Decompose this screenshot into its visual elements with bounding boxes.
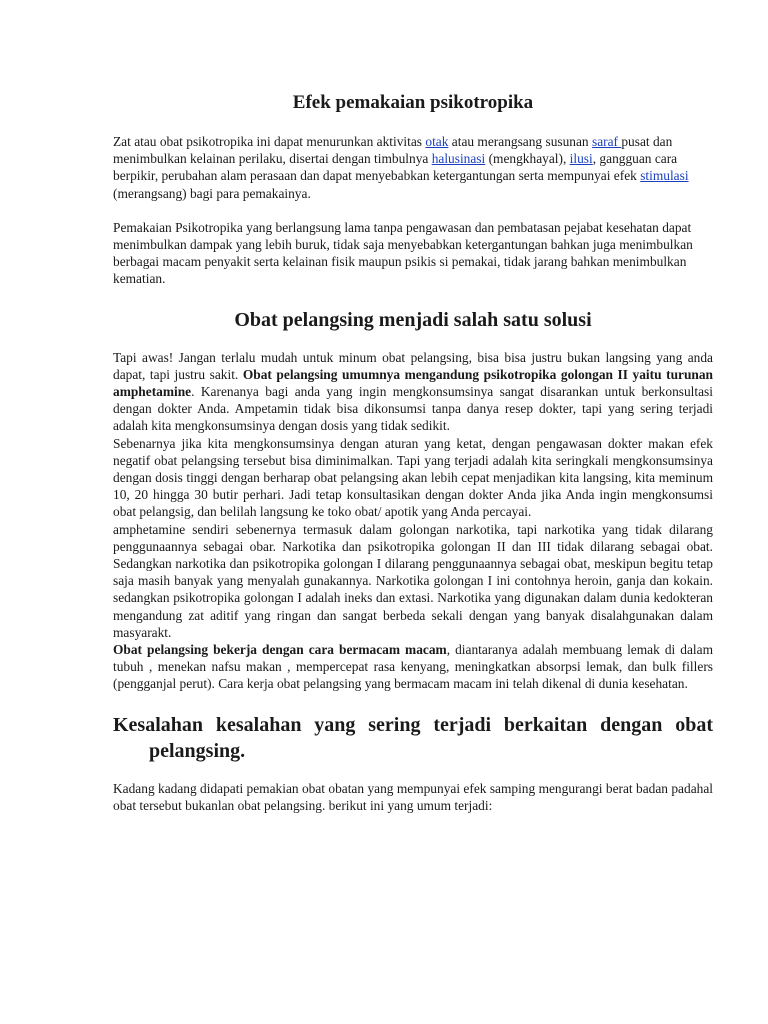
- intro-paragraph: [113, 133, 713, 202]
- paragraph-gap: [113, 202, 713, 219]
- intro-text-1: Zat atau obat psikotropika ini dapat menurunkan aktivitas: [113, 134, 426, 149]
- link-stimulasi[interactable]: stimulasi: [640, 168, 689, 184]
- intro-text-3: pusat dan menimbulkan kelainan perilaku, disertai dengan timbulnya: [113, 134, 673, 167]
- intro-text-6: (merangsang) bagi para pemakainya.: [113, 185, 311, 201]
- s2p1-text-1: Tapi awas! Jangan terlalu mudah untuk minum obat pelangsing, bisa bisa justru bukan langsing yang anda dapat, tapi justru sakit.: [113, 349, 713, 382]
- intro-text-5: , gangguan cara berpikir, perubahan alam perasaan dan dapat menyebabkan ketergantungan serta mempunyai efek: [113, 151, 678, 184]
- link-ilusi[interactable]: ilusi: [569, 151, 593, 167]
- document-page: [113, 90, 713, 814]
- paragraph-cara-kerja: [113, 641, 713, 693]
- intro-text-4: (mengkhayal),: [485, 151, 570, 167]
- paragraph-effects-long-term: Pemakaian Psikotropika yang berlangsung lama tanpa pengawasan dan pembatasan pejabat kesehatan dapat menimbulkan dampak yang lebih buruk, tidak saja menyebabkan ketergantungan bahkan juga menimbulkan berbagai macam penyakit serta kelainan fisik maupun psikis si pemakai, tidak jarang bahkan menimbulkan kematian.: [113, 219, 693, 287]
- s2p4-text: , diantaranya adalah membuang lemak di dalam tubuh , menekan nafsu makan , mempercepat rasa kenyang, meningkatkan absorpsi lemak, dan bulk fillers (pengganjal perut). Cara kerja obat pelangsing yang bermacam macam ini telah dikenal di dunia kesehatan.: [113, 642, 713, 692]
- link-otak[interactable]: otak: [425, 134, 449, 149]
- section-heading-kesalahan: Kesalahan kesalahan yang sering terjadi berkaitan dengan obat pelangsing.: [113, 713, 713, 762]
- section-heading-obat-pelangsing: Obat pelangsing menjadi salah satu solusi: [234, 308, 592, 331]
- s2p1-bold: Obat pelangsing umumnya mengandung psikotropika golongan II yaitu turunan amphetamine: [113, 366, 713, 400]
- paragraph-kadang-kadang: Kadang kadang didapati pemakian obat obatan yang mempunyai efek samping mengurangi berat badan padahal obat tersebut bukanlan obat pelangsing. berikut ini yang umum terjadi:: [113, 780, 713, 813]
- intro-text-2: atau merangsang susunan: [448, 134, 592, 149]
- s2p4-bold: Obat pelangsing bekerja dengan cara bermacam macam: [113, 642, 447, 658]
- document-title: Efek pemakaian psikotropika: [292, 92, 534, 113]
- paragraph-tapi-awas: [113, 349, 713, 435]
- link-saraf[interactable]: saraf: [591, 134, 622, 149]
- paragraph-sebenarnya: Sebenarnya jika kita mengkonsumsinya dengan aturan yang ketat, dengan pengawasan dokter makan efek negatif obat pelangsing tersebut bisa diminimalkan. Tapi yang terjadi adalah kita seringkali mengkonsumsinya dengan dosis tinggi dengan berharap obat pelangsing akan lebih cepat menjadikan kita langsing, kita meminum 10, 20 hingga 30 butir perhari. Jadi tetap konsultasikan dengan dokter Anda jika Anda ingin mengkonsumsi obat pelangsig, dan belilah langsung ke toko obat/ apotik yang Anda percayai.: [113, 435, 713, 520]
- paragraph-amphetamine: amphetamine sendiri sebenernya termasuk dalam golongan narkotika, tapi narkotika yang tidak dilarang penggunaannya sebagai obar. Narkotika dan psikotropika golongan II dan III tidak dilarang sebagai obat. Sedangkan narkotika dan psikotropika golongan I dilarang penggunaannya sebagai obat, meskipun begitu tetap saja masih banyak yang menyalah gunakannya. Narkotika golongan I ini contohnya heroin, ganja dan kokain. sedangkan psikotropika golongan I adalah ineks dan extasi. Narkotika yang digunakan dalam dunia kedokteran mengandung zat aditif yang ringan dan sangat berbeda sekali dengan yang banyak disalahgunakan dalam masyarakt.: [113, 521, 713, 640]
- s2p1-text-2: . Karenanya bagi anda yang ingin mengkonsumsinya sangat disarankan untuk berkonsultasi dengan dokter Anda. Ampetamin tidak bisa dikonsumsi tanpa danya resep dokter, tapi yang sering terjadi adalah kita mengkonsumsinya dengan dosis yang tidak sedikit.: [113, 384, 713, 434]
- link-halusinasi[interactable]: halusinasi: [431, 151, 486, 167]
